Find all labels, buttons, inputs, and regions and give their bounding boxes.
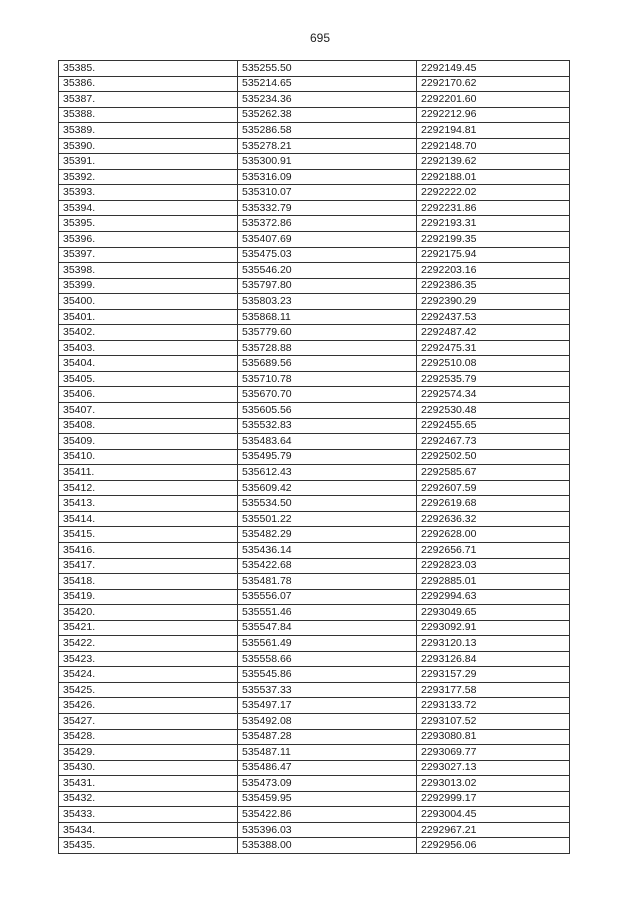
point-number-cell: 35415. (59, 527, 238, 543)
northing-cell: 2292656.71 (417, 542, 570, 558)
easting-cell: 535262.38 (238, 107, 417, 123)
table-row (59, 791, 570, 807)
northing-cell: 2292194.81 (417, 123, 570, 139)
northing-cell: 2293092.91 (417, 620, 570, 636)
table-row (59, 340, 570, 356)
easting-cell: 535546.20 (238, 263, 417, 279)
northing-cell: 2293004.45 (417, 807, 570, 823)
point-number-cell: 35399. (59, 278, 238, 294)
easting-cell: 535868.11 (238, 309, 417, 325)
easting-cell: 535300.91 (238, 154, 417, 170)
table-row (59, 418, 570, 434)
easting-cell: 535779.60 (238, 325, 417, 341)
northing-cell: 2292574.34 (417, 387, 570, 403)
northing-cell: 2292823.03 (417, 558, 570, 574)
northing-cell: 2292170.62 (417, 76, 570, 92)
table-row (59, 667, 570, 683)
northing-cell: 2292199.35 (417, 232, 570, 248)
point-number-cell: 35403. (59, 340, 238, 356)
easting-cell: 535286.58 (238, 123, 417, 139)
easting-cell: 535310.07 (238, 185, 417, 201)
table-row (59, 185, 570, 201)
easting-cell: 535556.07 (238, 589, 417, 605)
easting-cell: 535534.50 (238, 496, 417, 512)
table-row (59, 371, 570, 387)
northing-cell: 2292231.86 (417, 200, 570, 216)
easting-cell: 535558.66 (238, 651, 417, 667)
easting-cell: 535234.36 (238, 92, 417, 108)
point-number-cell: 35425. (59, 682, 238, 698)
northing-cell: 2293177.58 (417, 682, 570, 698)
easting-cell: 535332.79 (238, 200, 417, 216)
table-row (59, 216, 570, 232)
table-row (59, 403, 570, 419)
northing-cell: 2293126.84 (417, 651, 570, 667)
northing-cell: 2293157.29 (417, 667, 570, 683)
point-number-cell: 35428. (59, 729, 238, 745)
northing-cell: 2292487.42 (417, 325, 570, 341)
northing-cell: 2292188.01 (417, 169, 570, 185)
point-number-cell: 35408. (59, 418, 238, 434)
table-row (59, 434, 570, 450)
easting-cell: 535803.23 (238, 294, 417, 310)
point-number-cell: 35426. (59, 698, 238, 714)
northing-cell: 2292607.59 (417, 480, 570, 496)
easting-cell: 535612.43 (238, 465, 417, 481)
easting-cell: 535316.09 (238, 169, 417, 185)
point-number-cell: 35385. (59, 61, 238, 77)
easting-cell: 535537.33 (238, 682, 417, 698)
northing-cell: 2292999.17 (417, 791, 570, 807)
point-number-cell: 35394. (59, 200, 238, 216)
northing-cell: 2292212.96 (417, 107, 570, 123)
point-number-cell: 35422. (59, 636, 238, 652)
table-row (59, 527, 570, 543)
northing-cell: 2292475.31 (417, 340, 570, 356)
northing-cell: 2292148.70 (417, 138, 570, 154)
point-number-cell: 35406. (59, 387, 238, 403)
table-row (59, 387, 570, 403)
easting-cell: 535459.95 (238, 791, 417, 807)
point-number-cell: 35419. (59, 589, 238, 605)
table-row (59, 61, 570, 77)
northing-cell: 2293013.02 (417, 776, 570, 792)
point-number-cell: 35409. (59, 434, 238, 450)
easting-cell: 535492.08 (238, 713, 417, 729)
table-row (59, 589, 570, 605)
table-row (59, 107, 570, 123)
point-number-cell: 35404. (59, 356, 238, 372)
northing-cell: 2292203.16 (417, 263, 570, 279)
table-row (59, 574, 570, 590)
table-row (59, 356, 570, 372)
point-number-cell: 35427. (59, 713, 238, 729)
point-number-cell: 35407. (59, 403, 238, 419)
northing-cell: 2292956.06 (417, 838, 570, 854)
point-number-cell: 35401. (59, 309, 238, 325)
point-number-cell: 35434. (59, 822, 238, 838)
northing-cell: 2292149.45 (417, 61, 570, 77)
northing-cell: 2292967.21 (417, 822, 570, 838)
easting-cell: 535407.69 (238, 232, 417, 248)
northing-cell: 2292885.01 (417, 574, 570, 590)
point-number-cell: 35396. (59, 232, 238, 248)
point-number-cell: 35391. (59, 154, 238, 170)
table-row (59, 760, 570, 776)
easting-cell: 535388.00 (238, 838, 417, 854)
northing-cell: 2293069.77 (417, 745, 570, 761)
northing-cell: 2293049.65 (417, 605, 570, 621)
table-row (59, 636, 570, 652)
table-row (59, 449, 570, 465)
point-number-cell: 35423. (59, 651, 238, 667)
table-row (59, 776, 570, 792)
table-row (59, 263, 570, 279)
table-row (59, 496, 570, 512)
point-number-cell: 35431. (59, 776, 238, 792)
point-number-cell: 35389. (59, 123, 238, 139)
northing-cell: 2293080.81 (417, 729, 570, 745)
table-row (59, 154, 570, 170)
table-row (59, 713, 570, 729)
table-row (59, 138, 570, 154)
easting-cell: 535545.86 (238, 667, 417, 683)
northing-cell: 2292502.50 (417, 449, 570, 465)
northing-cell: 2292139.62 (417, 154, 570, 170)
table-row (59, 465, 570, 481)
easting-cell: 535501.22 (238, 511, 417, 527)
easting-cell: 535372.86 (238, 216, 417, 232)
northing-cell: 2292437.53 (417, 309, 570, 325)
table-row (59, 729, 570, 745)
easting-cell: 535547.84 (238, 620, 417, 636)
table-row (59, 745, 570, 761)
table-row (59, 123, 570, 139)
point-number-cell: 35421. (59, 620, 238, 636)
point-number-cell: 35414. (59, 511, 238, 527)
point-number-cell: 35386. (59, 76, 238, 92)
easting-cell: 535255.50 (238, 61, 417, 77)
easting-cell: 535497.17 (238, 698, 417, 714)
easting-cell: 535422.86 (238, 807, 417, 823)
easting-cell: 535710.78 (238, 371, 417, 387)
table-row (59, 620, 570, 636)
point-number-cell: 35432. (59, 791, 238, 807)
northing-cell: 2292530.48 (417, 403, 570, 419)
table-row (59, 76, 570, 92)
northing-cell: 2292619.68 (417, 496, 570, 512)
table-row (59, 247, 570, 263)
northing-cell: 2292510.08 (417, 356, 570, 372)
table-row (59, 682, 570, 698)
table-row (59, 807, 570, 823)
point-number-cell: 35417. (59, 558, 238, 574)
point-number-cell: 35420. (59, 605, 238, 621)
table-row (59, 294, 570, 310)
point-number-cell: 35397. (59, 247, 238, 263)
table-row (59, 309, 570, 325)
easting-cell: 535728.88 (238, 340, 417, 356)
point-number-cell: 35398. (59, 263, 238, 279)
table-row (59, 92, 570, 108)
point-number-cell: 35400. (59, 294, 238, 310)
northing-cell: 2292636.32 (417, 511, 570, 527)
table-row (59, 838, 570, 854)
point-number-cell: 35402. (59, 325, 238, 341)
easting-cell: 535495.79 (238, 449, 417, 465)
easting-cell: 535561.49 (238, 636, 417, 652)
northing-cell: 2292390.29 (417, 294, 570, 310)
table-row (59, 651, 570, 667)
table-row (59, 822, 570, 838)
northing-cell: 2293120.13 (417, 636, 570, 652)
point-number-cell: 35387. (59, 92, 238, 108)
easting-cell: 535689.56 (238, 356, 417, 372)
easting-cell: 535422.68 (238, 558, 417, 574)
northing-cell: 2292585.67 (417, 465, 570, 481)
table-row (59, 278, 570, 294)
northing-cell: 2292222.02 (417, 185, 570, 201)
easting-cell: 535487.28 (238, 729, 417, 745)
point-number-cell: 35433. (59, 807, 238, 823)
northing-cell: 2292628.00 (417, 527, 570, 543)
point-number-cell: 35424. (59, 667, 238, 683)
easting-cell: 535551.46 (238, 605, 417, 621)
point-number-cell: 35429. (59, 745, 238, 761)
northing-cell: 2292175.94 (417, 247, 570, 263)
easting-cell: 535475.03 (238, 247, 417, 263)
table-row (59, 325, 570, 341)
table-row (59, 232, 570, 248)
easting-cell: 535487.11 (238, 745, 417, 761)
northing-cell: 2293107.52 (417, 713, 570, 729)
northing-cell: 2292193.31 (417, 216, 570, 232)
table-row (59, 542, 570, 558)
point-number-cell: 35395. (59, 216, 238, 232)
easting-cell: 535396.03 (238, 822, 417, 838)
northing-cell: 2292386.35 (417, 278, 570, 294)
point-number-cell: 35418. (59, 574, 238, 590)
page-number: 695 (309, 31, 331, 45)
northing-cell: 2293027.13 (417, 760, 570, 776)
point-number-cell: 35412. (59, 480, 238, 496)
easting-cell: 535436.14 (238, 542, 417, 558)
easting-cell: 535797.80 (238, 278, 417, 294)
point-number-cell: 35416. (59, 542, 238, 558)
coordinates-table-body (59, 61, 570, 854)
northing-cell: 2292467.73 (417, 434, 570, 450)
easting-cell: 535214.65 (238, 76, 417, 92)
table-row (59, 200, 570, 216)
coordinates-table (58, 60, 570, 854)
northing-cell: 2292455.65 (417, 418, 570, 434)
easting-cell: 535670.70 (238, 387, 417, 403)
easting-cell: 535486.47 (238, 760, 417, 776)
table-row (59, 169, 570, 185)
easting-cell: 535483.64 (238, 434, 417, 450)
northing-cell: 2292535.79 (417, 371, 570, 387)
point-number-cell: 35392. (59, 169, 238, 185)
easting-cell: 535532.83 (238, 418, 417, 434)
table-row (59, 480, 570, 496)
point-number-cell: 35435. (59, 838, 238, 854)
northing-cell: 2293133.72 (417, 698, 570, 714)
easting-cell: 535482.29 (238, 527, 417, 543)
table-row (59, 511, 570, 527)
point-number-cell: 35413. (59, 496, 238, 512)
easting-cell: 535473.09 (238, 776, 417, 792)
point-number-cell: 35410. (59, 449, 238, 465)
table-row (59, 605, 570, 621)
easting-cell: 535278.21 (238, 138, 417, 154)
point-number-cell: 35430. (59, 760, 238, 776)
point-number-cell: 35393. (59, 185, 238, 201)
easting-cell: 535609.42 (238, 480, 417, 496)
easting-cell: 535481.78 (238, 574, 417, 590)
table-row (59, 558, 570, 574)
point-number-cell: 35390. (59, 138, 238, 154)
northing-cell: 2292994.63 (417, 589, 570, 605)
easting-cell: 535605.56 (238, 403, 417, 419)
point-number-cell: 35405. (59, 371, 238, 387)
northing-cell: 2292201.60 (417, 92, 570, 108)
point-number-cell: 35411. (59, 465, 238, 481)
table-row (59, 698, 570, 714)
point-number-cell: 35388. (59, 107, 238, 123)
